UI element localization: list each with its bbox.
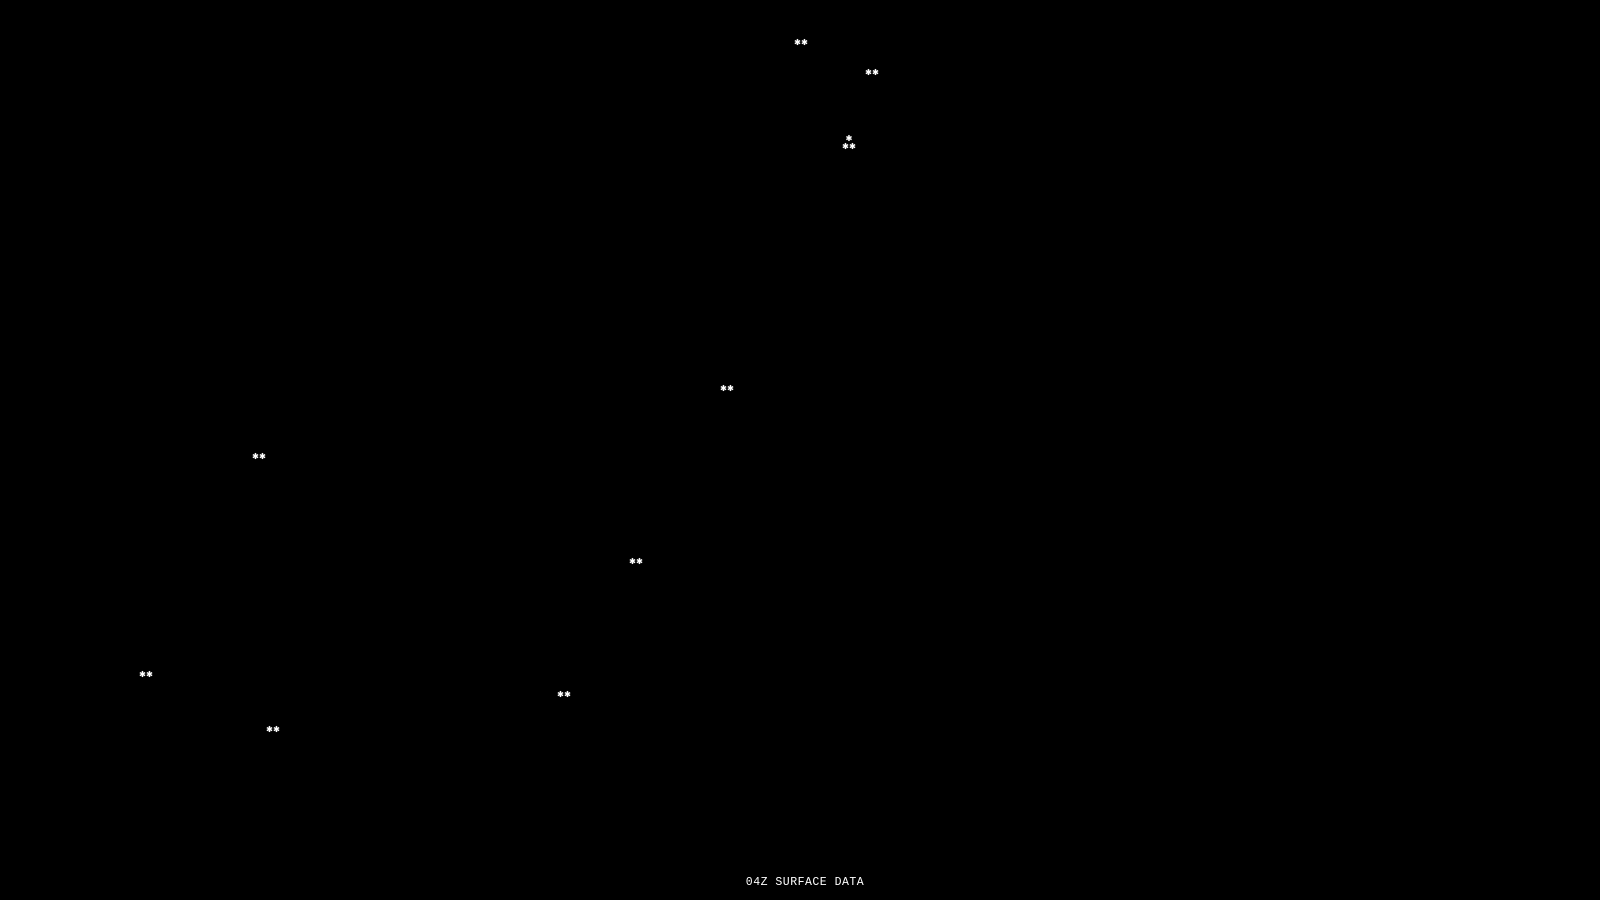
snow-asterisk-icon: ✱ [259,452,266,461]
snow-asterisk-icon: ✱ [629,557,636,566]
snow-asterisk-icon: ✱ [266,725,273,734]
snow-asterisk-icon: ✱ [842,141,849,151]
snow-asterisk-icon: ✱ [557,690,564,699]
snow-asterisk-icon: ✱ [252,452,259,461]
snow-asterisk-icon: ✱ [801,38,808,47]
snow-asterisk-icon: ✱ [139,670,146,679]
snow-asterisk-icon: ✱ [720,384,727,393]
snow-asterisk-icon: ✱ [273,725,280,734]
snow-asterisk-icon: ✱ [849,141,856,151]
snow-asterisk-icon: ✱ [636,557,643,566]
snow-asterisk-icon: ✱ [146,670,153,679]
map-caption: 04Z SURFACE DATA [745,876,865,889]
snow-asterisk-icon: ✱ [845,134,853,143]
snow-asterisk-icon: ✱ [564,690,571,699]
snow-asterisk-icon: ✱ [872,68,879,77]
snow-asterisk-icon: ✱ [865,68,872,77]
snow-asterisk-icon: ✱ [794,38,801,47]
snow-asterisk-icon: ✱ [727,384,734,393]
